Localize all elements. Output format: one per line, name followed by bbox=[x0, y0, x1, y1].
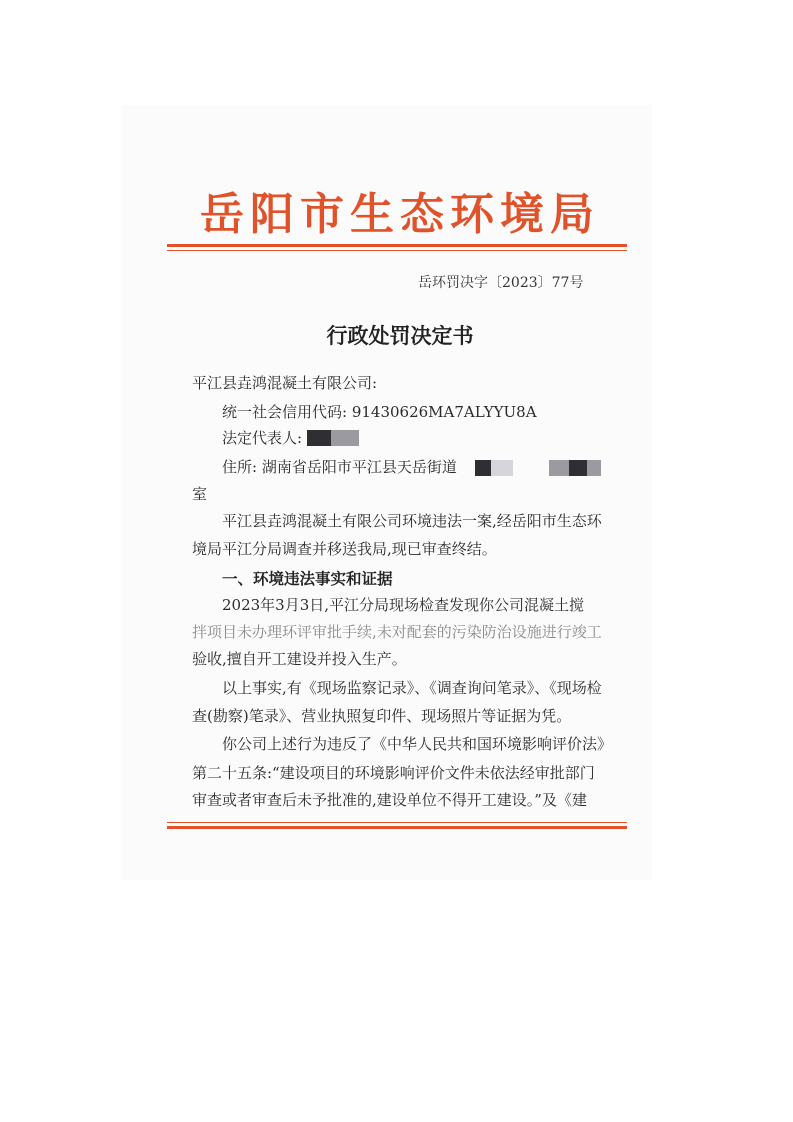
address-tail: 室 bbox=[192, 485, 208, 503]
law-paragraph-line: 审查或者审查后未予批准的,建设单位不得开工建设。”及《建 bbox=[192, 791, 587, 809]
facts-paragraph-line: 验收,擅自开工建设并投入生产。 bbox=[192, 650, 407, 668]
intro-paragraph-line: 平江县垚鸿混凝土有限公司环境违法一案,经岳阳市生态环 bbox=[222, 512, 602, 530]
evidence-paragraph-line: 以上事实,有《现场监察记录》、《调查询问笔录》、《现场检 bbox=[222, 679, 602, 697]
redaction-block bbox=[587, 460, 601, 476]
redaction-block bbox=[307, 430, 331, 446]
footer-rule-thin bbox=[167, 822, 627, 823]
redaction-block bbox=[549, 460, 569, 476]
facts-paragraph-line: 2023年3月3日,平江分局现场检查发现你公司混凝土搅 bbox=[222, 596, 585, 614]
section-heading: 一、环境违法事实和证据 bbox=[222, 570, 393, 588]
party-name: 平江县垚鸿混凝土有限公司: bbox=[192, 374, 378, 392]
credit-code-line: 统一社会信用代码: 91430626MA7ALYYU8A bbox=[222, 403, 537, 421]
evidence-paragraph-line: 查(勘察)笔录》、营业执照复印件、现场照片等证据为凭。 bbox=[192, 707, 572, 725]
law-paragraph-line: 你公司上述行为违反了《中华人民共和国环境影响评价法》 bbox=[222, 735, 613, 753]
header-rule-thin bbox=[167, 250, 627, 251]
legal-representative-line: 法定代表人: bbox=[222, 429, 303, 447]
facts-paragraph-line: 拌项目未办理环评审批手续,未对配套的污染防治设施进行竣工 bbox=[192, 623, 602, 641]
document-number: 岳环罚决字〔2023〕77号 bbox=[418, 275, 584, 291]
document-title: 行政处罚决定书 bbox=[326, 323, 474, 348]
law-paragraph-line: 第二十五条:“建设项目的环境影响评价文件未依法经审批部门 bbox=[192, 764, 595, 782]
redaction-block bbox=[475, 460, 491, 476]
redaction-block bbox=[569, 460, 587, 476]
footer-rule-thick bbox=[167, 826, 627, 829]
redaction-block bbox=[491, 460, 513, 476]
header-rule-thick bbox=[167, 244, 627, 247]
redaction-block bbox=[331, 430, 359, 446]
issuing-authority-title: 岳阳市生态环境局 bbox=[200, 189, 600, 240]
address-line: 住所: 湖南省岳阳市平江县天岳街道 bbox=[222, 458, 457, 476]
intro-paragraph-line: 境局平江分局调查并移送我局,现已审查终结。 bbox=[192, 540, 497, 558]
